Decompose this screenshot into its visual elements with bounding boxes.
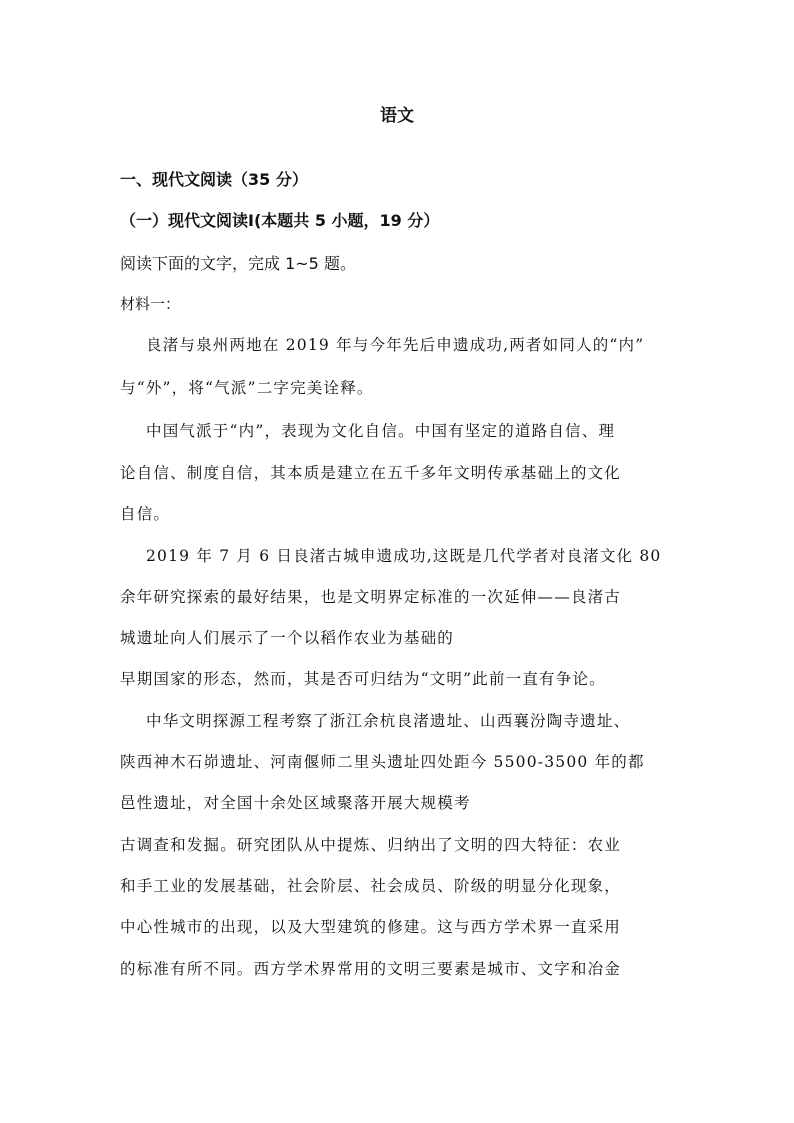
paragraph-line: 中国气派于“内”，表现为文化自信。中国有坚定的道路自信、理 bbox=[146, 422, 616, 440]
material-label: 材料一： bbox=[120, 295, 181, 313]
paragraph-line: 古调查和发掘。研究团队从中提炼、归纳出了文明的四大特征：农业 bbox=[120, 836, 622, 854]
paragraph-line: 中华文明探源工程考察了浙江余杭良渚遗址、山西襄汾陶寺遗址、 bbox=[146, 712, 631, 730]
instruction-text: 阅读下面的文字，完成 1~5 题。 bbox=[120, 254, 356, 273]
paragraph-line: 城遗址向人们展示了一个以稻作农业为基础的 bbox=[120, 629, 455, 647]
paragraph-line: 早期国家的形态，然而，其是否可归结为“文明”此前一直有争论。 bbox=[120, 670, 606, 688]
paragraph-line: 与“外”，将“气派”二字完美诠释。 bbox=[120, 379, 374, 397]
paragraph-line: 的标准有所不同。西方学术界常用的文明三要素是城市、文字和冶金 bbox=[120, 960, 622, 978]
paragraph-line: 良渚与泉州两地在 2019 年与今年先后申遗成功,两者如同人的“内” bbox=[146, 336, 645, 354]
paragraph-line: 中心性城市的出现，以及大型建筑的修建。这与西方学术界一直采用 bbox=[120, 918, 622, 936]
paragraph-line: 邑性遗址，对全国十余处区域聚落开展大规模考 bbox=[120, 794, 471, 812]
subsection-heading: （一）现代文阅读Ⅰ(本题共 5 小题，19 分） bbox=[120, 211, 440, 230]
paragraph-line: 论自信、制度自信，其本质是建立在五千多年文明传承基础上的文化 bbox=[120, 464, 622, 482]
page-title: 语文 bbox=[380, 106, 414, 126]
paragraph-line: 余年研究探索的最好结果，也是文明界定标准的一次延伸——良渚古 bbox=[120, 588, 622, 606]
paragraph-line: 2019 年 7 月 6 日良渚古城申遗成功,这既是几代学者对良渚文化 80 bbox=[146, 547, 662, 565]
paragraph-line: 自信。 bbox=[120, 505, 171, 523]
paragraph-line: 和手工业的发展基础，社会阶层、社会成员、阶级的明显分化现象， bbox=[120, 877, 622, 895]
paragraph-line: 陕西神木石峁遗址、河南偃师二里头遗址四处距今 5500-3500 年的都 bbox=[120, 753, 645, 771]
section-heading: 一、现代文阅读（35 分） bbox=[120, 170, 308, 189]
